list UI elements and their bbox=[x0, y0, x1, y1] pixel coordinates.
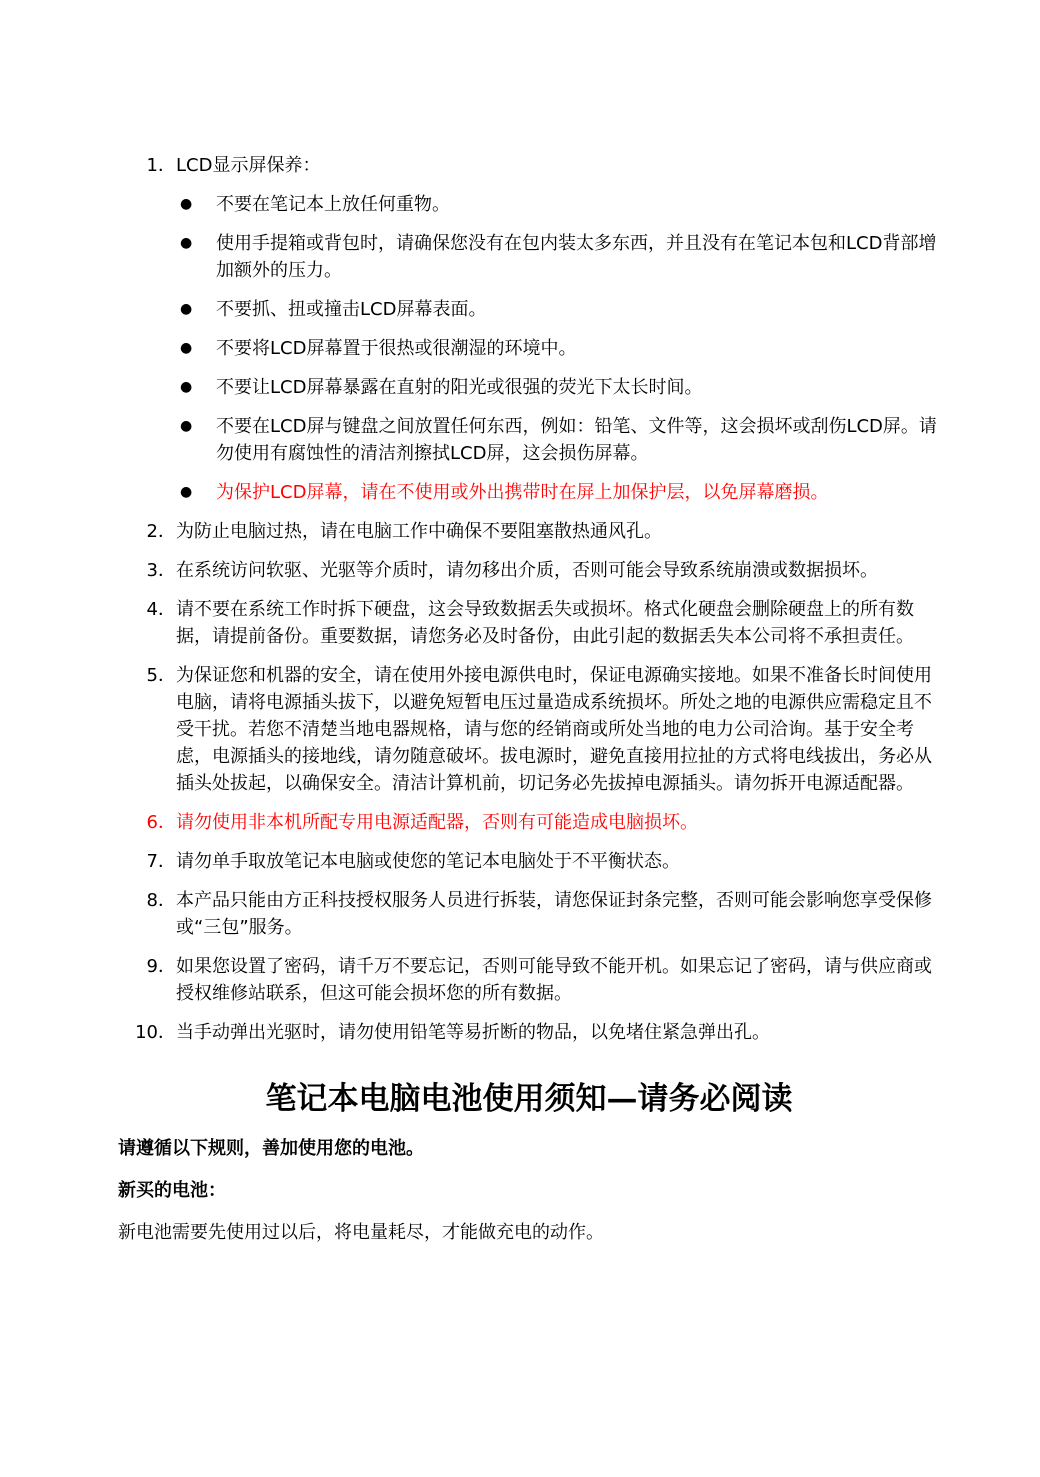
list-item bbox=[118, 953, 940, 1007]
item-text: 在系统访问软驱、光驱等介质时，请勿移出介质，否则可能会导致系统崩溃或数据损坏。 bbox=[176, 560, 878, 581]
bullet-item bbox=[118, 230, 940, 284]
bullet-item bbox=[118, 374, 940, 401]
bullet-text: 不要抓、扭或撞击LCD屏幕表面。 bbox=[216, 299, 487, 320]
item-text: 为保证您和机器的安全，请在使用外接电源供电时，保证电源确实接地。如果不准备长时间使用电脑，请将电源插头拔下，以避免短暂电压过量造成系统损坏。所处之地的电源供应需稳定且不受干扰。若您不清楚当地电器规格，请与您的经销商或所处当地的电力公司洽询。基于安全考虑，电源插头的接地线，请勿随意破坏。拔电源时，避免直接用拉扯的方式将电线拔出，务必从插头处拔起，以确保安全。清洁计算机前，切记务必先拔掉电源插头。请勿拆开电源适配器。 bbox=[176, 665, 932, 794]
bullet-text: 为保护LCD屏幕，请在不使用或外出携带时在屏上加保护层，以免屏幕磨损。 bbox=[216, 482, 829, 503]
bullet-icon: ● bbox=[180, 235, 193, 251]
bullet-item bbox=[118, 335, 940, 362]
intro-paragraphs bbox=[118, 1135, 940, 1246]
item-number: 2． bbox=[146, 521, 176, 542]
list-item bbox=[118, 1019, 940, 1046]
list-item bbox=[118, 809, 940, 836]
bullet-item bbox=[118, 413, 940, 467]
bullet-icon: ● bbox=[180, 196, 193, 212]
section-heading: 笔记本电脑电池使用须知—请务必阅读 bbox=[265, 1081, 793, 1117]
bullet-text: 使用手提箱或背包时，请确保您没有在包内装太多东西，并且没有在笔记本包和LCD背部增加额外的压力。 bbox=[216, 233, 937, 281]
list-item bbox=[118, 887, 940, 941]
item-text: 请勿单手取放笔记本电脑或使您的笔记本电脑处于不平衡状态。 bbox=[176, 851, 680, 872]
list-item bbox=[118, 848, 940, 875]
item-number: 1． bbox=[146, 155, 176, 176]
list-item bbox=[118, 152, 940, 179]
paragraph: 新电池需要先使用过以后，将电量耗尽，才能做充电的动作。 bbox=[118, 1222, 604, 1243]
list-item bbox=[118, 518, 940, 545]
item-text: 为防止电脑过热，请在电脑工作中确保不要阻塞散热通风孔。 bbox=[176, 521, 662, 542]
item-text: 本产品只能由方正科技授权服务人员进行拆装，请您保证封条完整，否则可能会影响您享受保修或“三包”服务。 bbox=[176, 890, 932, 938]
item-number: 9． bbox=[146, 956, 176, 977]
item-text: 如果您设置了密码，请千万不要忘记，否则可能导致不能开机。如果忘记了密码，请与供应商或授权维修站联系，但这可能会损坏您的所有数据。 bbox=[176, 956, 932, 1004]
list-item bbox=[118, 557, 940, 584]
item-text: 请勿使用非本机所配专用电源适配器，否则有可能造成电脑损坏。 bbox=[176, 812, 698, 833]
list-item bbox=[118, 662, 940, 797]
bullet-icon: ● bbox=[180, 379, 193, 395]
paragraph: 请遵循以下规则，善加使用您的电池。 bbox=[118, 1138, 424, 1159]
bullet-item bbox=[118, 296, 940, 323]
bullet-icon: ● bbox=[180, 301, 193, 317]
bullet-text: 不要让LCD屏幕暴露在直射的阳光或很强的荧光下太长时间。 bbox=[216, 377, 703, 398]
bullet-icon: ● bbox=[180, 484, 193, 500]
list-item bbox=[118, 596, 940, 650]
bullet-icon: ● bbox=[180, 340, 193, 356]
item-text: 请不要在系统工作时拆下硬盘，这会导致数据丢失或损坏。格式化硬盘会删除硬盘上的所有数据，请提前备份。重要数据，请您务必及时备份，由此引起的数据丢失本公司将不承担责任。 bbox=[176, 599, 914, 647]
item-text: 当手动弹出光驱时，请勿使用铅笔等易折断的物品，以免堵住紧急弹出孔。 bbox=[176, 1022, 770, 1043]
item-number: 8． bbox=[146, 890, 176, 911]
item-number: 6． bbox=[146, 812, 176, 833]
bullet-text: 不要在笔记本上放任何重物。 bbox=[216, 194, 450, 215]
bullet-text: 不要在LCD屏与键盘之间放置任何东西，例如：铅笔、文件等，这会损坏或刮伤LCD屏。请勿使用有腐蚀性的清洁剂擦拭LCD屏，这会损伤屏幕。 bbox=[216, 416, 937, 464]
bullet-icon: ● bbox=[180, 418, 193, 434]
numbered-list bbox=[118, 152, 940, 1046]
bullet-item bbox=[118, 191, 940, 218]
bullet-text: 不要将LCD屏幕置于很热或很潮湿的环境中。 bbox=[216, 338, 577, 359]
bullet-item bbox=[118, 479, 940, 506]
item-number: 10． bbox=[135, 1022, 176, 1043]
item-number: 3． bbox=[146, 560, 176, 581]
paragraph: 新买的电池： bbox=[118, 1180, 226, 1201]
item-number: 4． bbox=[146, 599, 176, 620]
item-number: 5． bbox=[146, 665, 176, 686]
item-number: 7． bbox=[146, 851, 176, 872]
item-text: LCD显示屏保养： bbox=[176, 155, 321, 176]
